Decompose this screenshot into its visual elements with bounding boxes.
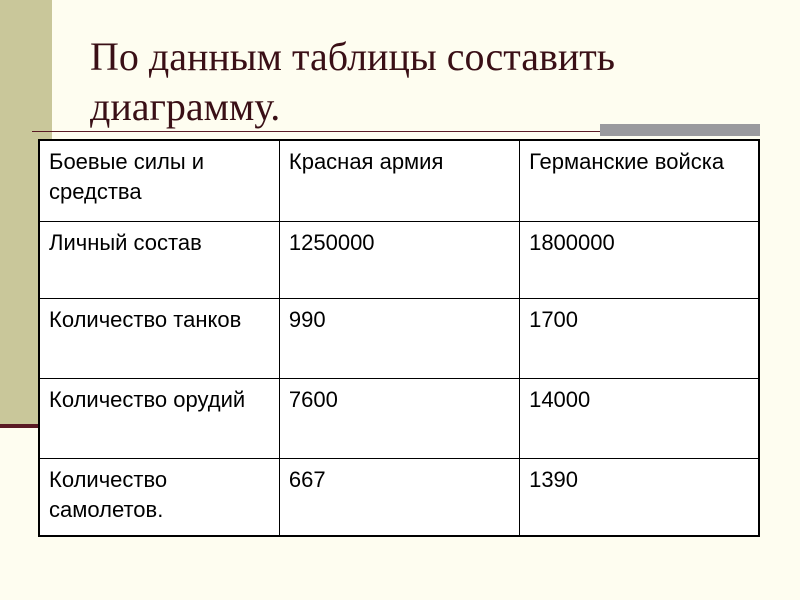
header-cell-german-troops: Германские войска: [520, 140, 759, 221]
header-cell-forces: Боевые силы и средства: [39, 140, 279, 221]
german-value-cell: 1700: [520, 298, 759, 378]
row-label-cell: Количество самолетов.: [39, 458, 279, 536]
red-army-value-cell: 1250000: [279, 221, 519, 298]
red-army-value-cell: 7600: [279, 378, 519, 458]
row-label-cell: Личный состав: [39, 221, 279, 298]
table-row: [39, 221, 759, 298]
table-row: [39, 378, 759, 458]
forces-comparison-table: [38, 139, 760, 537]
german-value-cell: 1800000: [520, 221, 759, 298]
row-label-cell: Количество орудий: [39, 378, 279, 458]
german-value-cell: 14000: [520, 378, 759, 458]
table-row: [39, 458, 759, 536]
slide-title: По данным таблицы составить диаграмму.: [90, 34, 615, 129]
row-label-cell: Количество танков: [39, 298, 279, 378]
table-row: [39, 298, 759, 378]
header-cell-red-army: Красная армия: [279, 140, 519, 221]
german-value-cell: 1390: [520, 458, 759, 536]
red-army-value-cell: 667: [279, 458, 519, 536]
table-header-row: [39, 140, 759, 221]
red-army-value-cell: 990: [279, 298, 519, 378]
title-divider-block: [600, 124, 760, 136]
